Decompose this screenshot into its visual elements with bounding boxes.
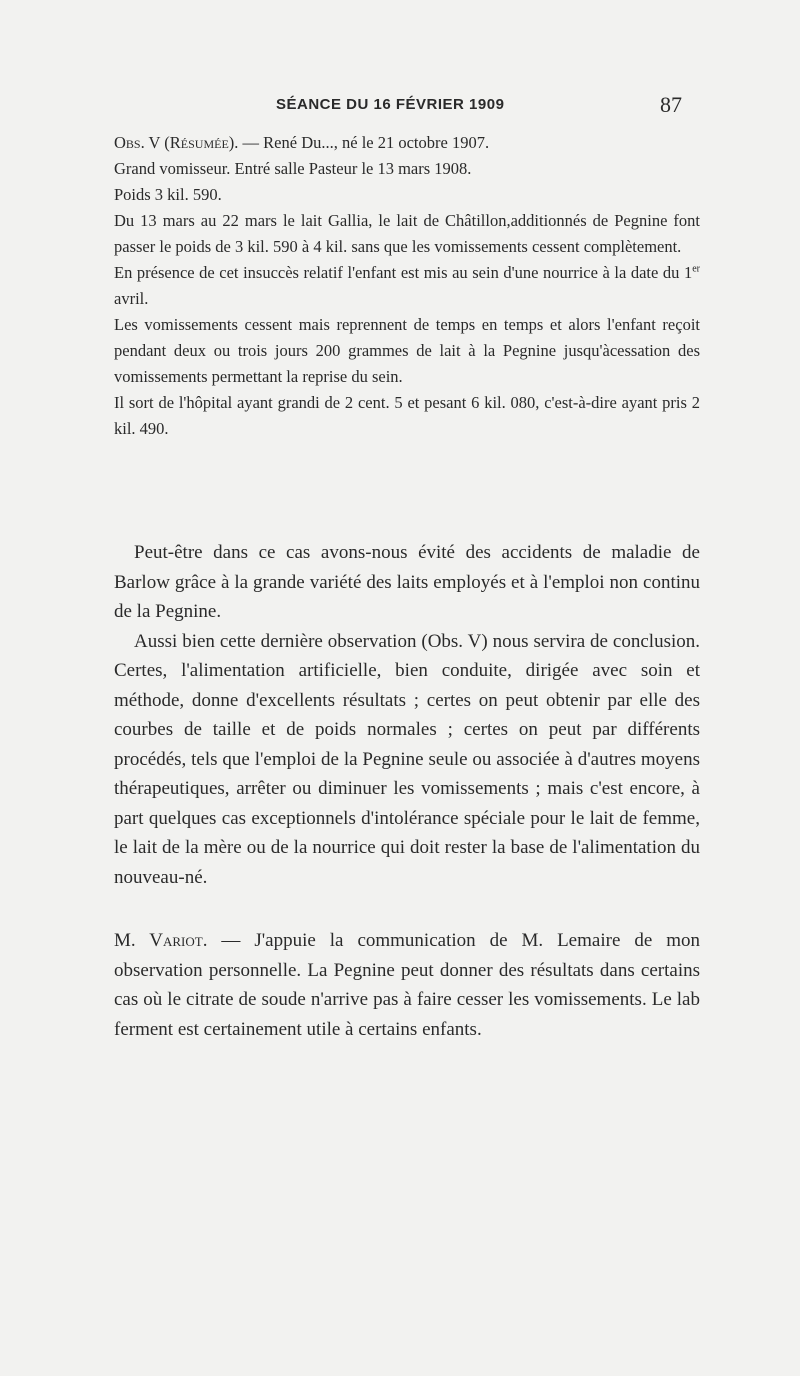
discussion-block (114, 538, 700, 892)
observation-paragraph: Il sort de l'hôpital ayant grandi de 2 cent. 5 et pesant 6 kil. 080, c'est-à-dire ayant pris 2 kil. 490. (114, 393, 700, 438)
observation-paragraph (114, 260, 700, 312)
page-number: 87 (660, 92, 682, 117)
observation-text: En présence de cet insuccès relatif l'enfant est mis au sein d'une nourrice à la date du 1 (114, 263, 693, 282)
observation-title (114, 130, 700, 156)
observation-paragraph: Du 13 mars au 22 mars le lait Gallia, le lait de Châtillon,additionnés de Pegnine font passer le poids de 3 kil. 590 à 4 kil. sans que les vomissements cessent complètement. (114, 211, 700, 256)
running-head: SÉANCE DU 16 FÉVRIER 1909 (276, 96, 505, 113)
observation-label: Obs. V (Résumée). (114, 133, 239, 152)
observation-intro: — René Du..., né le 21 octobre 1907. (238, 133, 490, 152)
page-header (0, 92, 800, 122)
discussion-paragraph: Peut-être dans ce cas avons-nous évité des accidents de maladie de Barlow grâce à la grande variété des laits employés et à l'emploi non continu de la Pegnine. (114, 542, 700, 622)
comment-paragraph (114, 926, 700, 1044)
comment-block (114, 926, 700, 1044)
ordinal-suffix: er (692, 263, 700, 275)
speaker-name: M. Variot. (114, 930, 208, 951)
observation-paragraph: Les vomissements cessent mais reprennent de temps en temps et alors l'enfant reçoit pendant deux ou trois jours 200 grammes de lait à la Pegnine jusqu'àcessation des vomissements permettant la reprise du sein. (114, 315, 700, 386)
discussion-paragraph: Aussi bien cette dernière observation (Obs. V) nous servira de conclusion. Certes, l'alimentation artificielle, bien conduite, dirigée avec soin et méthode, donne d'excellents résultats ; certes on peut obtenir par elle des courbes de taille et de poids normales ; certes on peut par différents procédés, tels que l'emploi de la Pegnine seule ou associée à d'autres moyens thérapeutiques, arrêter ou diminuer les vomissements ; mais c'est encore, à part quelques cas exceptionnels d'intolérance spéciale pour le lait de femme, le lait de la mère ou de la nourrice qui doit rester la base de l'alimentation du nouveau-né. (114, 630, 700, 888)
comment-text: — J'appuie la communication de M. Lemaire de mon observation personnelle. La Pegnine peut donner des résultats dans certains cas où le citrate de soude n'arrive pas à faire cesser les vomissements. Le lab ferment est certainement utile à certains enfants. (114, 930, 700, 1040)
observation-line: Grand vomisseur. Entré salle Pasteur le 13 mars 1908. (114, 159, 472, 178)
observation-text: avril. (114, 289, 149, 308)
observation-line: Poids 3 kil. 590. (114, 185, 222, 204)
observation-block (114, 130, 700, 442)
